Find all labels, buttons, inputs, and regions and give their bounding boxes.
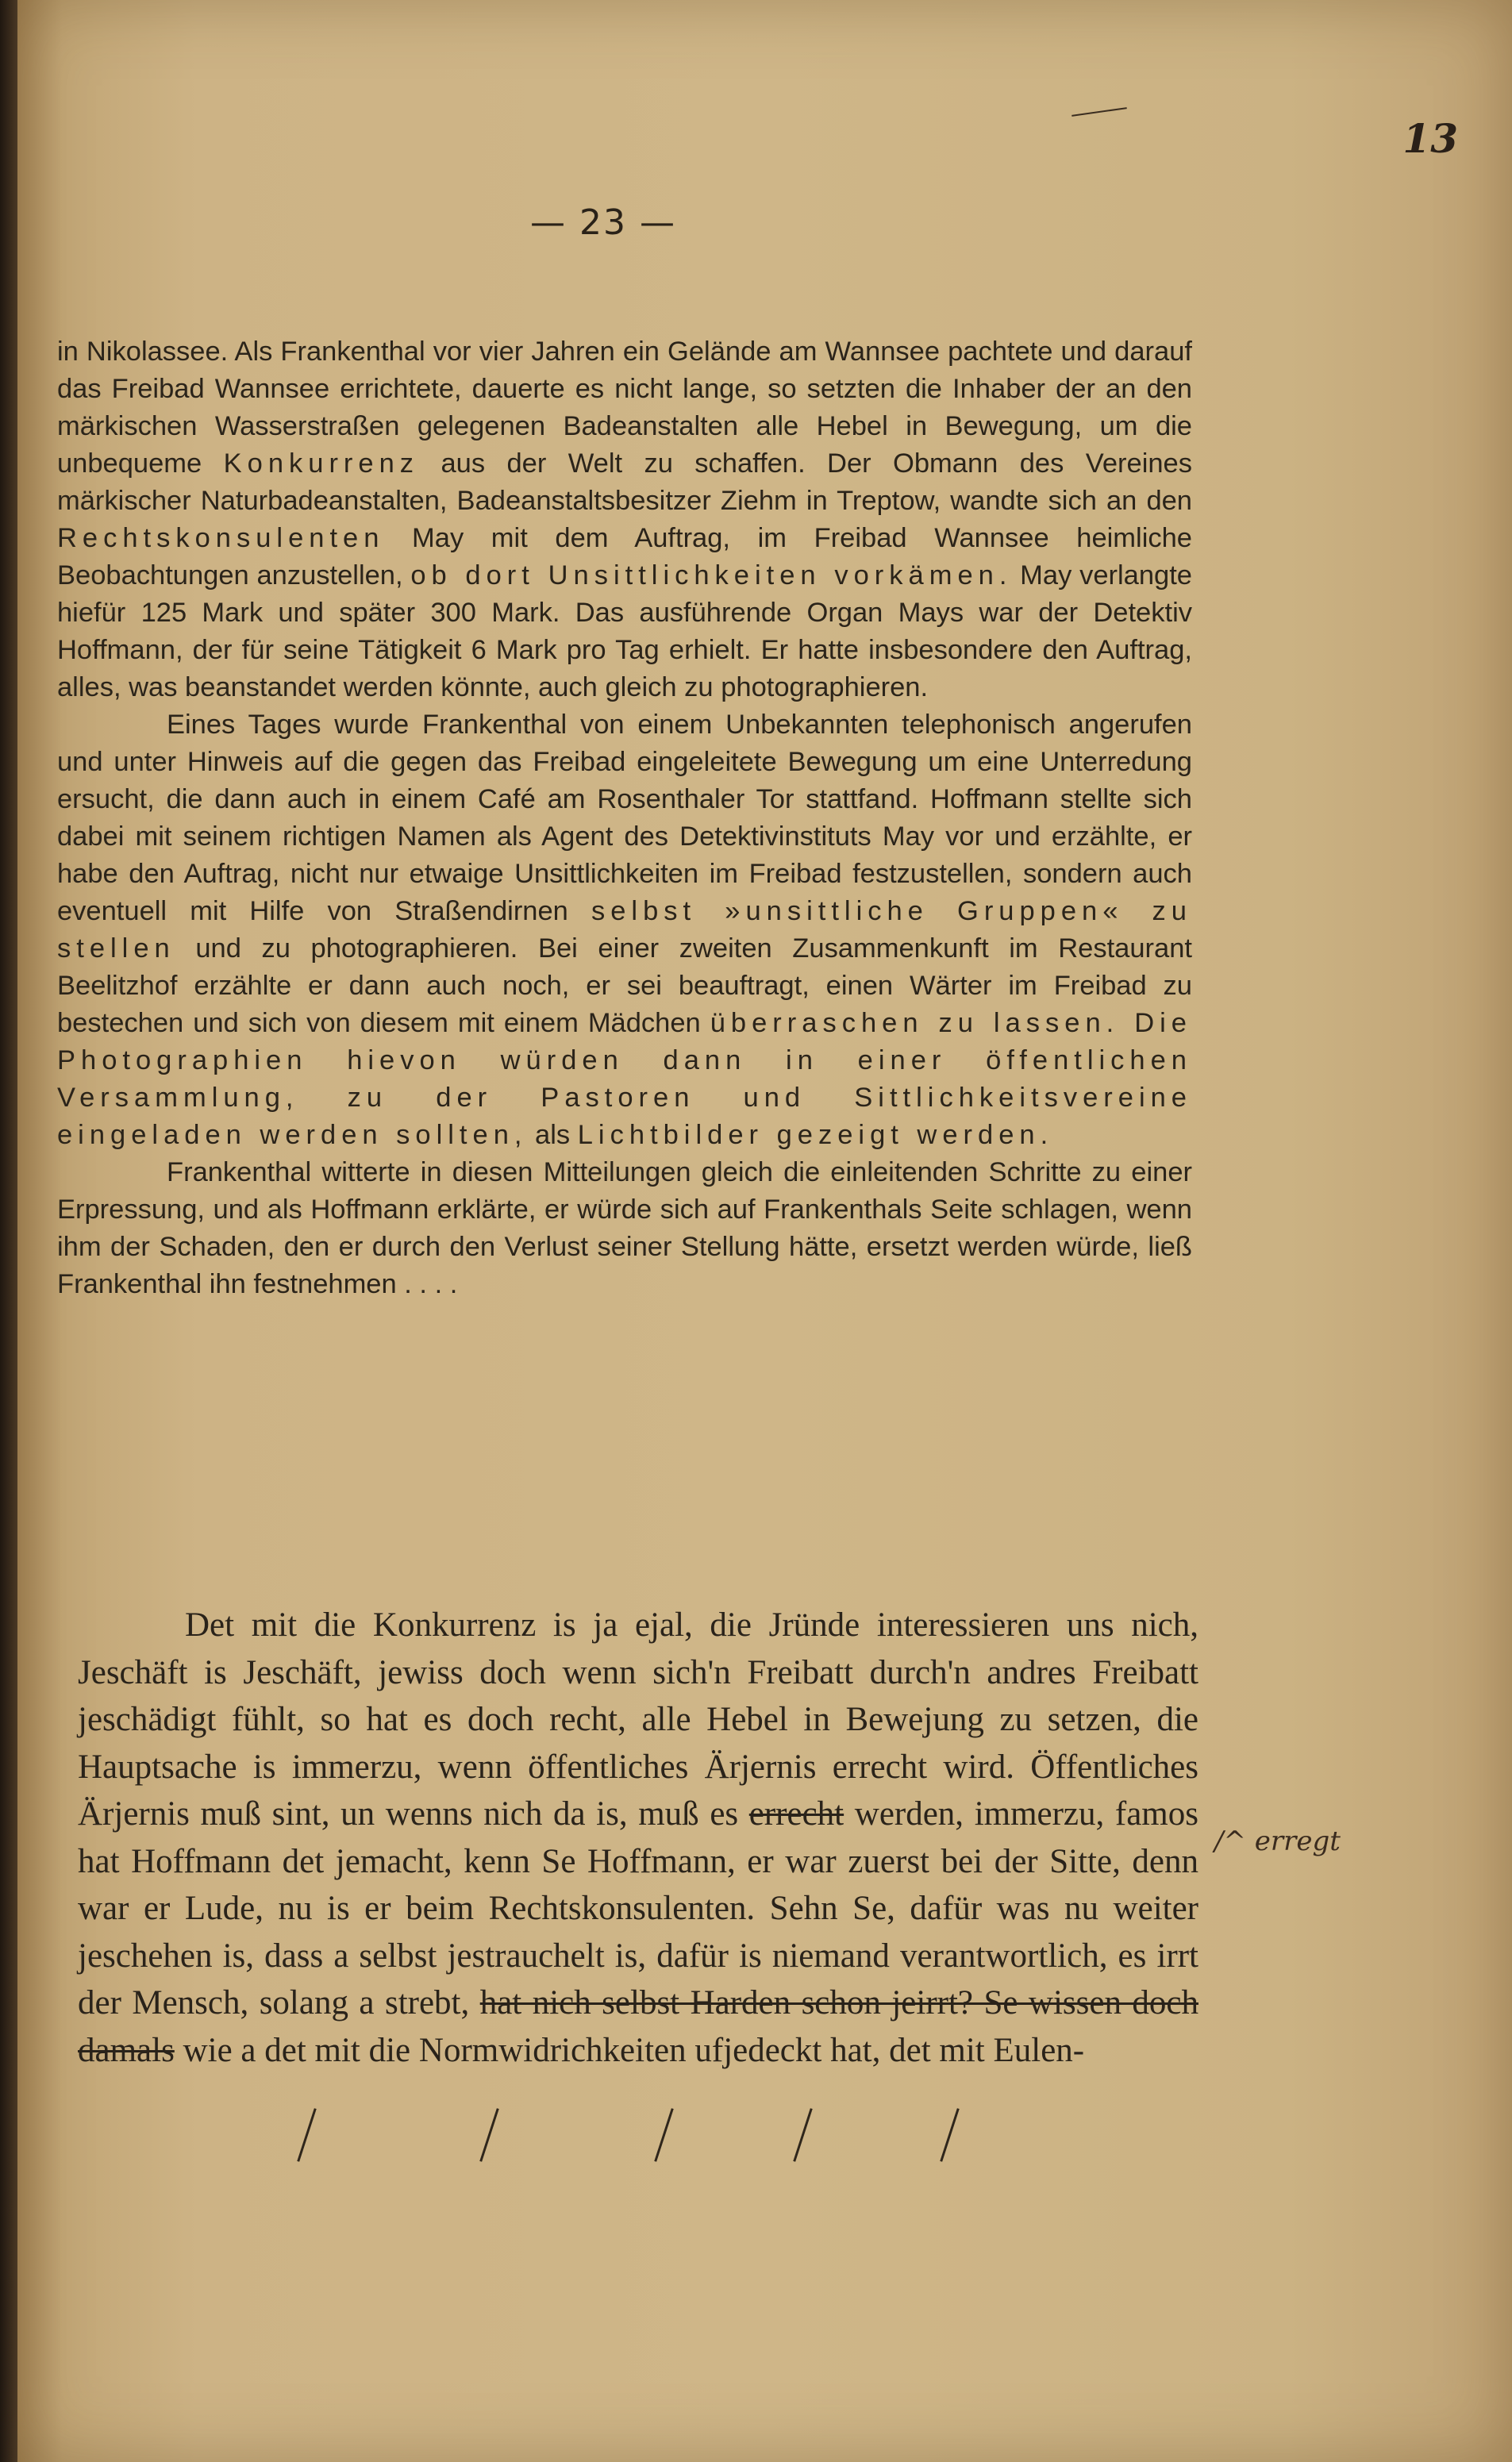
paragraph-text: May mit dem Auftrag, im Freibad Wannsee heimliche Beobachtungen anzustellen,: [57, 523, 1192, 590]
dialect-paragraph: [78, 1602, 1198, 2074]
emphasized-text: Konkurrenz: [223, 448, 420, 479]
dialect-text-part-3: wie a det mit die Normwidrichkeiten ufjedeckt hat, det mit Eulen-: [174, 2031, 1085, 2069]
paragraph-text: und zu photographieren. Bei einer zweiten Zusammenkunft im Restaurant Beelitzhof erzählte er dann auch noch, er sei beauftragt, einen Wärter im Freibad zu bestechen und sich von diesem mit einem Mädchen: [57, 933, 1192, 1038]
body-paragraph: [57, 706, 1192, 1154]
struck-passage: hat nich selbst Harden schon jeirrt? Se wissen doch damals: [78, 1984, 1198, 2069]
paragraph-text: Eines Tages wurde Frankenthal von einem Unbekannten telephonisch angerufen und unter Hinweis auf die gegen das Freibad eingeleitete Bewegung um eine Unterredung ersucht, die dann auch in einem Café am Rosenthaler Tor stattfand. Hoffmann stellte sich dabei mit seinem richtigen Namen als Agent des Detektivinstituts May vor und erzählte, er habe den Auftrag, nicht nur etwaige Unsittlichkeiten im Freibad festzustellen, sondern auch eventuell mit Hilfe von Straßendirnen: [57, 710, 1192, 926]
dialect-commentary: [78, 1602, 1198, 2074]
page-number: — 23 —: [530, 202, 676, 243]
paragraph-text: Frankenthal witterte in diesen Mitteilungen gleich die einleitenden Schritte zu einer Erpressung, und als Hoffmann erklärte, er würde sich auf Frankenthals Seite schlagen, wenn ihm der Schaden, den er durch den Verlust seiner Stellung hätte, ersetzt werden würde, ließ Frankenthal ihn festnehmen . . . .: [57, 1157, 1192, 1299]
paragraph-text: May verlangte hiefür 125 Mark und später 300 Mark. Das ausführende Organ Mays war der Detektiv Hoffmann, der für seine Tätigkeit 6 Mark pro Tag erhielt. Er hatte insbesondere den Auftrag, alles, was beanstandet werden könnte, auch gleich zu photographieren.: [57, 560, 1192, 702]
paragraph-text: aus der Welt zu schaffen. Der Obmann des Vereines märkischer Naturbadeanstalten, Badeanstaltsbesitzer Ziehm in Treptow, wandte sich an den: [57, 448, 1192, 516]
emphasized-text: Rechtskonsulenten: [57, 523, 385, 553]
body-paragraph: [57, 333, 1192, 706]
handwritten-folio-number: 13: [1402, 115, 1458, 162]
article-body: [57, 333, 1192, 1303]
dialect-text-part-1: Det mit die Konkurrenz is ja ejal, die Jründe interessieren uns nich, Jeschäft is Jeschäft, jewiss doch wenn sich'n Freibatt durch'n andres Freibatt jeschädigt fühlt, so hat es doch recht, alle Hebel in Bewejung zu setzen, die Hauptsache is immerzu, wenn öffentliches Ärjernis errecht wird. Öffentliches Ärjernis muß sint, un wenns nich da is, muß es: [78, 1606, 1198, 1833]
handwritten-margin-note: /^ erregt: [1214, 1825, 1341, 1857]
dialect-text-part-2: werden, immerzu, famos hat Hoffmann det jemacht, kenn Se Hoffmann, er war zuerst bei der Sitte, denn war er Lude, nu is er beim Rechtskonsulenten. Sehn Se, dafür was nu weiter jeschehen is, dass a selbst jestrauchelt is, dafür is niemand verantwortlich, es irrt der Mensch, solang a strebt,: [78, 1795, 1198, 2022]
emphasized-text: ob dort Unsittlichkeiten vorkämen.: [410, 560, 1013, 590]
struck-word: errecht: [748, 1795, 844, 1833]
emphasized-text: überraschen zu lassen. Die Photographien hievon würden dann in einer öffentlichen Versammlung, zu der Pastoren und Sittlichkeitsvereine eingeladen werden sollten,: [57, 1008, 1192, 1150]
paragraph-text: als: [527, 1120, 578, 1150]
emphasized-text: Lichtbilder gezeigt werden.: [577, 1120, 1054, 1150]
emphasized-text: selbst »unsittliche Gruppen« zu stellen: [57, 896, 1192, 964]
paragraph-text: in Nikolassee. Als Frankenthal vor vier Jahren ein Gelände am Wannsee pachtete und darauf das Freibad Wannsee errichtete, dauerte es nicht lange, so setzten die Inhaber der an den märkischen Wasserstraßen gelegenen Badeanstalten alle Hebel in Bewegung, um die unbequeme: [57, 337, 1192, 479]
body-paragraph: [57, 1154, 1192, 1303]
book-spine-shadow: [0, 0, 17, 2462]
